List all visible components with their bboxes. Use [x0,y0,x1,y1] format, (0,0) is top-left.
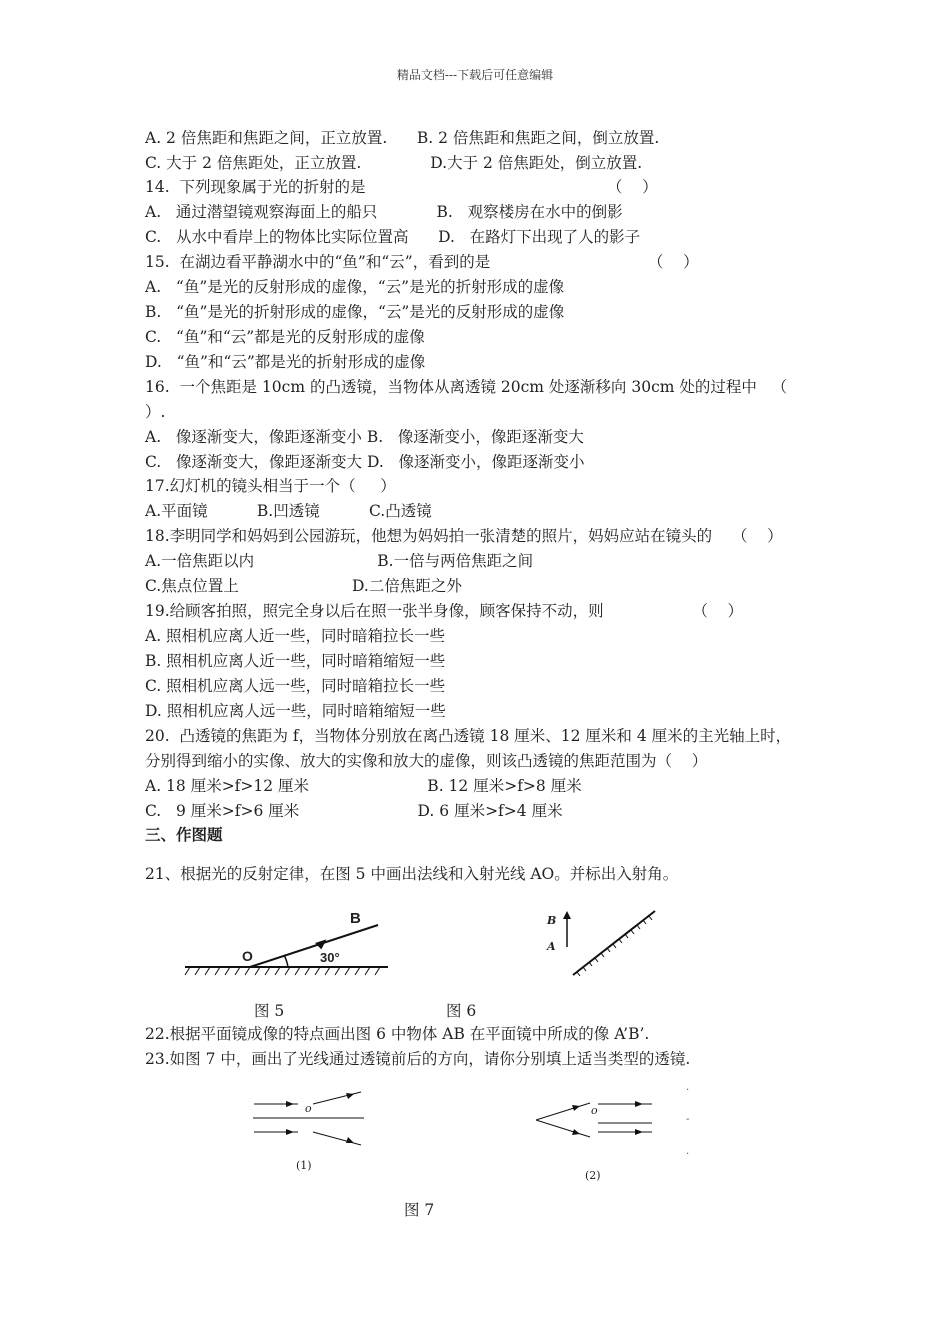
text-line: C. 照相机应离人远一些，同时暗箱拉长一些 [145,677,446,695]
text-line: B. “鱼”是光的折射形成的虚像，“云”是光的反射形成的虚像 [145,303,565,321]
stray-dot-3: . [686,1146,690,1157]
text-line: C.焦点位置上 D.二倍焦距之外 [145,577,462,595]
fig6-caption: 图 6 [446,1002,477,1020]
figure-5-diagram [180,905,395,980]
text-line: A. 2 倍焦距和焦距之间，正立放置. B. 2 倍焦距和焦距之间，倒立放置. [145,129,660,147]
fig7-label-o1: o [305,1102,312,1115]
section-title: 三、作图题 [145,825,223,844]
text-line: C. 从水中看岸上的物体比实际位置高 D. 在路灯下出现了人的影子 [145,228,641,246]
text-line: A.平面镜 B.凹透镜 C.凸透镜 [145,502,432,520]
figure-6-diagram [545,905,665,980]
fig5-label-o: O [242,948,253,964]
text-line: C. 像逐渐变大，像距逐渐变大 D. 像逐渐变小，像距逐渐变小 [145,453,585,471]
stray-dot-1: . [686,1082,690,1093]
text-line: 15. 在湖边看平静湖水中的“鱼”和“云”，看到的是 （ ） [145,253,699,271]
fig6-label-a: A [547,940,556,953]
figure-7-part1-diagram [248,1090,368,1150]
text-line: 分别得到缩小的实像、放大的实像和放大的虚像，则该凸透镜的焦距范围为（ ） [145,752,708,770]
fig5-caption: 图 5 [254,1002,285,1020]
question-22: 22.根据平面镜成像的特点画出图 6 中物体 AB 在平面镜中所成的像 A’B’. [145,1025,650,1043]
text-line: 20. 凸透镜的焦距为 f，当物体分别放在离凸透镜 18 厘米、12 厘米和 4 厘米的主光轴上时， [145,727,792,745]
text-line: 17.幻灯机的镜头相当于一个（ ） [145,477,396,495]
text-line: A. 18 厘米>f>12 厘米 B. 12 厘米>f>8 厘米 [145,777,582,795]
text-line: 18.李明同学和妈妈到公园游玩，他想为妈妈拍一张清楚的照片，妈妈应站在镜头的 （ ） [145,527,783,545]
text-line: A. 像逐渐变大，像距逐渐变小 B. 像逐渐变小，像距逐渐变大 [145,428,584,446]
text-line: 19.给顾客拍照，照完全身以后在照一张半身像，顾客保持不动，则 （ ） [145,602,744,620]
text-line: 14. 下列现象属于光的折射的是 （ ） [145,178,658,196]
text-line: A. 照相机应离人近一些，同时暗箱拉长一些 [145,627,446,645]
question-23: 23.如图 7 中，画出了光线通过透镜前后的方向，请你分别填上适当类型的透镜. [145,1050,691,1068]
text-line: D. 照相机应离人远一些，同时暗箱缩短一些 [145,702,446,720]
text-line: C. 9 厘米>f>6 厘米 D. 6 厘米>f>4 厘米 [145,802,563,820]
fig7-caption: 图 7 [404,1201,435,1219]
fig7-label-o2: o [591,1104,598,1117]
stray-dot-2: - [686,1114,690,1125]
question-21: 21、根据光的反射定律，在图 5 中画出法线和入射光线 AO。并标出入射角。 [145,865,679,883]
fig7-sublabel-2: (2) [585,1169,601,1182]
text-line: A.一倍焦距以内 B.一倍与两倍焦距之间 [145,552,534,570]
text-line: A. 通过潜望镜观察海面上的船只 B. 观察楼房在水中的倒影 [145,203,623,221]
text-line: 16. 一个焦距是 10cm 的凸透镜，当物体从离透镜 20cm 处逐渐移向 30cm 处的过程中 （ [145,378,788,396]
text-line: ）. [145,403,166,421]
text-line: C. 大于 2 倍焦距处，正立放置. D.大于 2 倍焦距处，倒立放置. [145,154,643,172]
text-line: B. 照相机应离人近一些，同时暗箱缩短一些 [145,652,446,670]
fig5-angle-label: 30° [320,950,340,965]
text-line: D. “鱼”和“云”都是光的折射形成的虚像 [145,353,426,371]
text-line: A. “鱼”是光的反射形成的虚像，“云”是光的折射形成的虚像 [145,278,565,296]
fig5-label-b: B [350,910,361,927]
figure-7-part2-diagram [530,1090,660,1150]
page-header: 精品文档---下载后可任意编辑 [396,68,554,82]
fig6-label-b: B [547,914,557,927]
fig7-sublabel-1: (1) [296,1159,312,1172]
text-line: C. “鱼”和“云”都是光的反射形成的虚像 [145,328,425,346]
